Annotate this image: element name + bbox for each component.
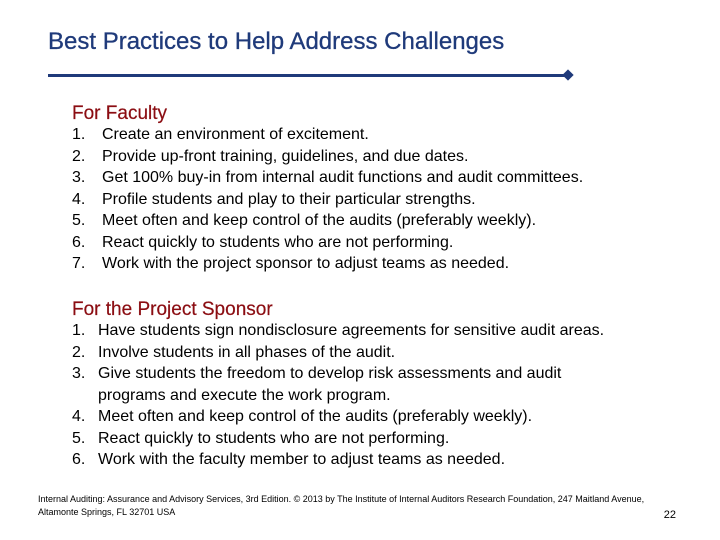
list-item	[72, 167, 712, 189]
item-text: Get 100% buy-in from internal audit functions and audit committees.	[102, 169, 584, 186]
item-number: 1.	[72, 126, 86, 143]
list-item	[72, 320, 632, 342]
item-number: 5.	[72, 212, 86, 229]
item-text: Provide up-front training, guidelines, and due dates.	[102, 147, 469, 165]
item-text: Involve students in all phases of the audit.	[98, 343, 396, 361]
item-number: 4.	[72, 190, 86, 208]
item-text: Create an environment of excitement.	[102, 126, 369, 143]
item-number: 4.	[72, 408, 86, 425]
list-item	[72, 253, 712, 275]
item-number: 6.	[72, 233, 86, 251]
faculty-list	[72, 124, 712, 275]
item-number: 1.	[72, 322, 86, 339]
sponsor-list	[72, 320, 632, 471]
item-number: 2.	[72, 147, 86, 165]
list-item	[72, 189, 712, 211]
item-text: Meet often and keep control of the audits (preferably weekly).	[98, 408, 533, 425]
list-item	[72, 428, 632, 450]
slide-number: 22	[663, 509, 676, 521]
item-number: 2.	[72, 343, 86, 361]
item-number: 7.	[72, 255, 86, 272]
item-text: Give students the freedom to develop risk assessments and audit programs and execute the work program.	[98, 365, 562, 404]
item-number: 6.	[72, 451, 86, 468]
item-text: Work with the faculty member to adjust teams as needed.	[98, 451, 506, 468]
list-item	[72, 406, 632, 428]
list-item	[72, 232, 712, 254]
list-item	[72, 363, 632, 406]
list-item	[72, 124, 712, 146]
item-text: Work with the project sponsor to adjust teams as needed.	[102, 255, 510, 272]
title-underline-diamond	[562, 69, 573, 80]
slide-title: Best Practices to Help Address Challenges	[48, 28, 505, 55]
item-text: React quickly to students who are not performing.	[98, 429, 450, 447]
footer-citation: Internal Auditing: Assurance and Advisory Services, 3rd Edition. © 2013 by The Institute of Internal Auditors Research Foundation, 247 Maitland Avenue, Altamonte Springs, FL 32701 USA	[38, 494, 645, 517]
sponsor-heading: For the Project Sponsor	[72, 299, 273, 320]
list-item	[72, 146, 712, 168]
item-number: 3.	[72, 169, 86, 186]
item-text: Have students sign nondisclosure agreements for sensitive audit areas.	[98, 322, 605, 339]
list-item	[72, 449, 632, 471]
faculty-heading: For Faculty	[72, 103, 168, 124]
item-text: React quickly to students who are not performing.	[102, 233, 454, 251]
item-number: 3.	[72, 365, 86, 382]
title-underline	[48, 74, 570, 77]
item-text: Meet often and keep control of the audits (preferably weekly).	[102, 212, 537, 229]
list-item	[72, 342, 632, 364]
item-text: Profile students and play to their particular strengths.	[102, 190, 476, 208]
list-item	[72, 210, 712, 232]
item-number: 5.	[72, 429, 86, 447]
